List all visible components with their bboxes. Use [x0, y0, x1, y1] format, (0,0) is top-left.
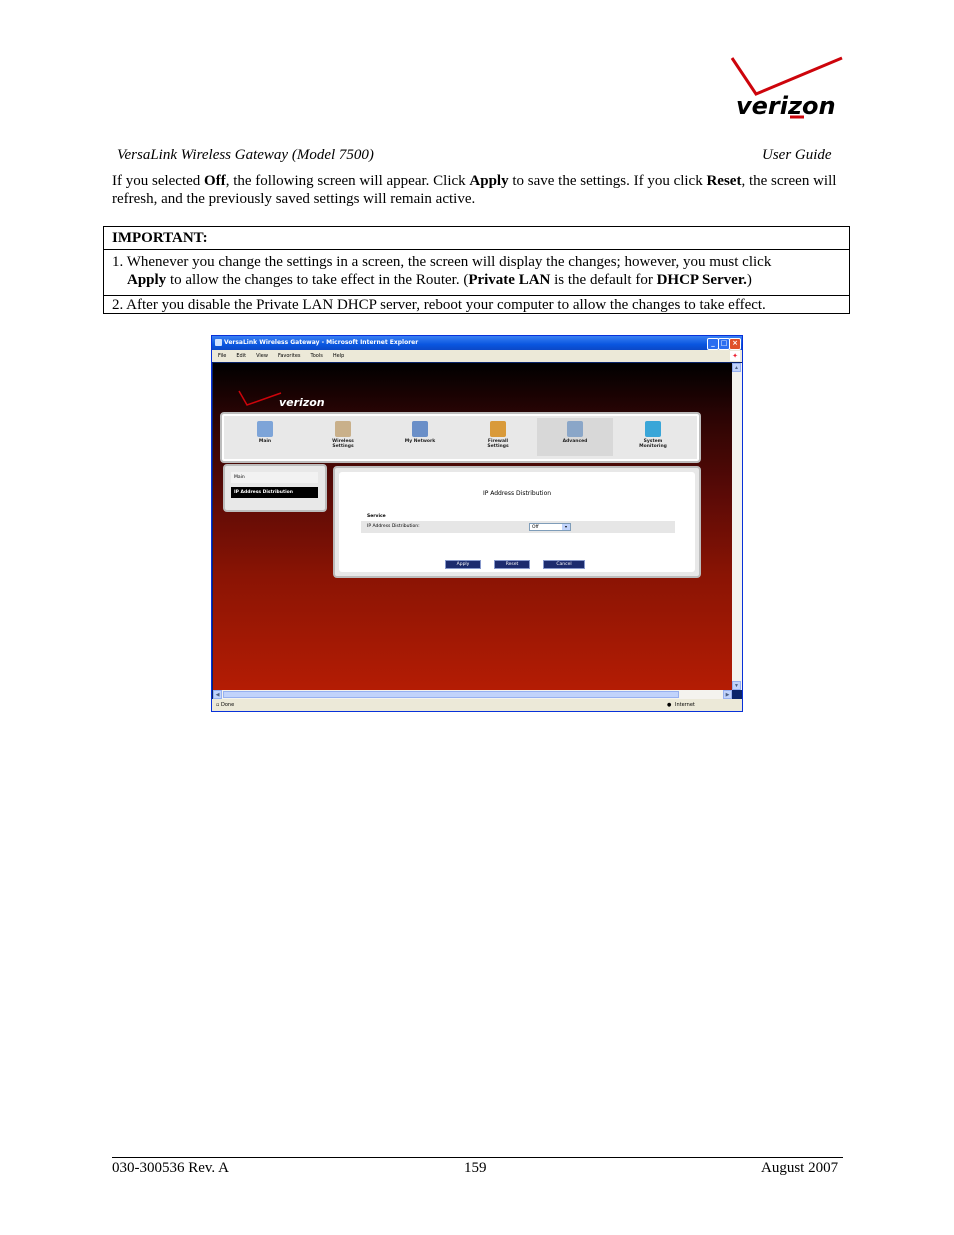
left-menu [223, 464, 327, 512]
service-label: Service [367, 514, 386, 519]
network-icon [412, 421, 428, 437]
ie-icon [215, 339, 222, 346]
advanced-icon [567, 421, 583, 437]
wireless-icon [335, 421, 351, 437]
cancel-button[interactable]: Cancel [543, 560, 585, 569]
windows-flag-icon: ✦ [730, 351, 740, 361]
page-content [213, 363, 732, 690]
left-menu-ip-address-distribution[interactable]: IP Address Distribution [231, 487, 318, 498]
firewall-icon [490, 421, 506, 437]
menu-edit[interactable]: Edit [236, 353, 247, 359]
footer-doc-number: 030-300536 Rev. A [112, 1160, 229, 1176]
page-icon: ▫ [216, 702, 220, 708]
top-navigation [220, 412, 701, 463]
horizontal-scroll-thumb[interactable] [223, 691, 679, 698]
menu-file[interactable]: File [218, 353, 227, 359]
svg-text:verizon: verizon [279, 396, 325, 409]
panel-title: IP Address Distribution [482, 490, 552, 497]
horizontal-scrollbar[interactable] [213, 690, 732, 699]
close-icon[interactable]: × [729, 338, 741, 350]
maximize-icon[interactable]: □ [718, 338, 730, 350]
browser-statusbar [212, 699, 742, 711]
ip-distribution-label: IP Address Distribution: [367, 524, 420, 529]
ip-distribution-row [361, 521, 675, 533]
verizon-page-logo [237, 389, 333, 411]
browser-title: VersaLink Wireless Gateway - Microsoft Internet Explorer [224, 339, 419, 346]
minimize-icon[interactable]: _ [707, 338, 719, 350]
header-title: VersaLink Wireless Gateway (Model 7500) [117, 147, 374, 163]
left-menu-main[interactable]: Main [231, 472, 318, 483]
vertical-scrollbar[interactable] [732, 363, 742, 690]
nav-wireless-settings[interactable]: Wireless Settings [305, 418, 381, 456]
important-title: IMPORTANT: [112, 230, 208, 246]
important-item-2: 2. After you disable the Private LAN DHCP server, reboot your computer to allow the changes to take effect. [112, 297, 766, 313]
verizon-logo [728, 54, 846, 124]
zone-text: Internet [675, 702, 695, 708]
scroll-down-icon[interactable]: ▼ [732, 681, 741, 690]
menu-help[interactable]: Help [332, 353, 345, 359]
nav-main[interactable]: Main [227, 418, 303, 456]
apply-button[interactable]: Apply [445, 560, 481, 569]
chevron-down-icon: ▾ [562, 524, 570, 530]
browser-window [211, 335, 743, 712]
nav-advanced[interactable]: Advanced [537, 418, 613, 456]
scroll-up-icon[interactable]: ▲ [732, 363, 741, 372]
menu-tools[interactable]: Tools [310, 353, 323, 359]
nav-system-monitoring[interactable]: System Monitoring [615, 418, 691, 456]
footer-rule [112, 1157, 843, 1158]
nav-my-network[interactable]: My Network [382, 418, 458, 456]
browser-menubar [212, 350, 742, 362]
intro-paragraph: If you selected Off, the following screen will appear. Click Apply to save the settings. If you click Reset, the screen will refresh, and the previously saved settings will remain active. [112, 173, 837, 207]
reset-button[interactable]: Reset [494, 560, 530, 569]
ip-distribution-select[interactable]: Off ▾ [529, 523, 571, 531]
header-doc-type: User Guide [762, 147, 832, 163]
browser-titlebar [212, 336, 742, 350]
menu-view[interactable]: View [256, 353, 268, 359]
scroll-left-icon[interactable]: ◀ [213, 690, 222, 699]
logo-text: verizon [736, 92, 836, 120]
important-item-1: 1. Whenever you change the settings in a screen, the screen will display the changes; however, you must click Apply to allow the changes to take effect in the Router. (Private LAN is the default for DHCP Server.) [112, 254, 772, 288]
page-number: 159 [464, 1160, 487, 1176]
main-icon [257, 421, 273, 437]
scroll-right-icon[interactable]: ▶ [723, 690, 732, 699]
settings-panel [333, 466, 701, 578]
important-note [103, 226, 850, 314]
menu-favorites[interactable]: Favorites [277, 353, 301, 359]
footer-date: August 2007 [761, 1160, 839, 1176]
nav-firewall-settings[interactable]: Firewall Settings [460, 418, 536, 456]
status-text: Done [220, 702, 235, 708]
globe-icon: ● [667, 702, 672, 708]
monitoring-icon [645, 421, 661, 437]
